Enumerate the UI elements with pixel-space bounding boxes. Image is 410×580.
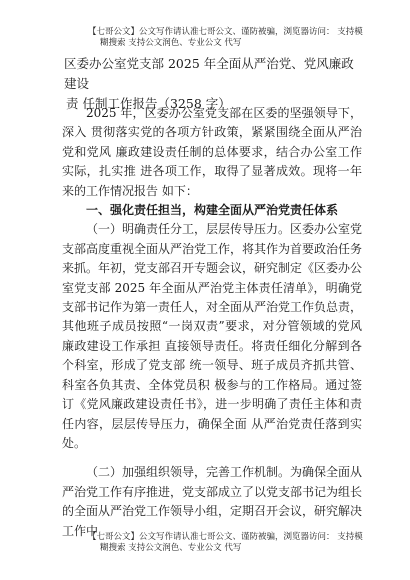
subsection-paragraph-2: （二）加强组织领导，完善工作机制。为确保全面从严治党工作有序推进，党支部成立了以党支部书记为组长的全面从严治党工作领导小组，定期召开会议，研究解决工作中: [62, 465, 363, 538]
header-line-2: 糊搜索 支持公文润色、专业公文 代写: [100, 38, 242, 48]
page-footer: [88, 532, 363, 554]
section-heading-1: 一、强化责任担当，构建全面从严治党责任体系: [86, 203, 339, 218]
document-body: [62, 104, 362, 541]
footer-line-2: 糊搜索 支持公文润色、专业公文 代写: [100, 543, 242, 553]
title-line-2: 责 任制工作报告（3258 字）: [66, 96, 231, 111]
subsection-paragraph-1: （一）明确责任分工，层层传导压力。区委办公室党支部高度重视全面从严治党工作，将其作为首要政治任务来抓。年初，党支部召开专题会议，研究制定《区委办公室党支部 2025 年全面从严治党主体责任清单》，明确党支部书记作为第一责任人，对全面从严治党工作负总责，其他班子成员按照“一岗双责”要求，对分管领域的党风廉政建设工作承担 直接领导责任。将责任细化分解到各个科室，形成了党支部 统一领导、班子成员齐抓共管、科室各负其责、全体党员积 极参与的工作格局。通过签订《党风廉政建设责任书》，进一步明确了责任主体和责任内容，层层传导压力，确保全面 从严治党责任落到实处。: [62, 222, 363, 450]
footer-line-1: 【七哥公文】公文写作请认准七哥公文、谨防被骗，浏览器访问： 支持模: [88, 532, 363, 542]
title-line-1: 区委办公室党支部 2025 年全面从严治党、党风廉政建设: [64, 56, 354, 91]
header-line-1: 【七哥公文】公文写作请认准七哥公文、谨防被骗，浏览器访问： 支持模: [88, 27, 363, 37]
page-header: [88, 27, 363, 49]
intro-paragraph: 2025 年，区委办公室党支部在区委的坚强领导下， 深入 贯彻落实党的各项方针政策，紧紧围绕全面从严治党和党风 廉政建设责任制的总体要求，结合办公室工作实际，扎实推 进各项工作，取得了显著成效。现将一年来的工作情况报告 如下：: [62, 106, 362, 198]
